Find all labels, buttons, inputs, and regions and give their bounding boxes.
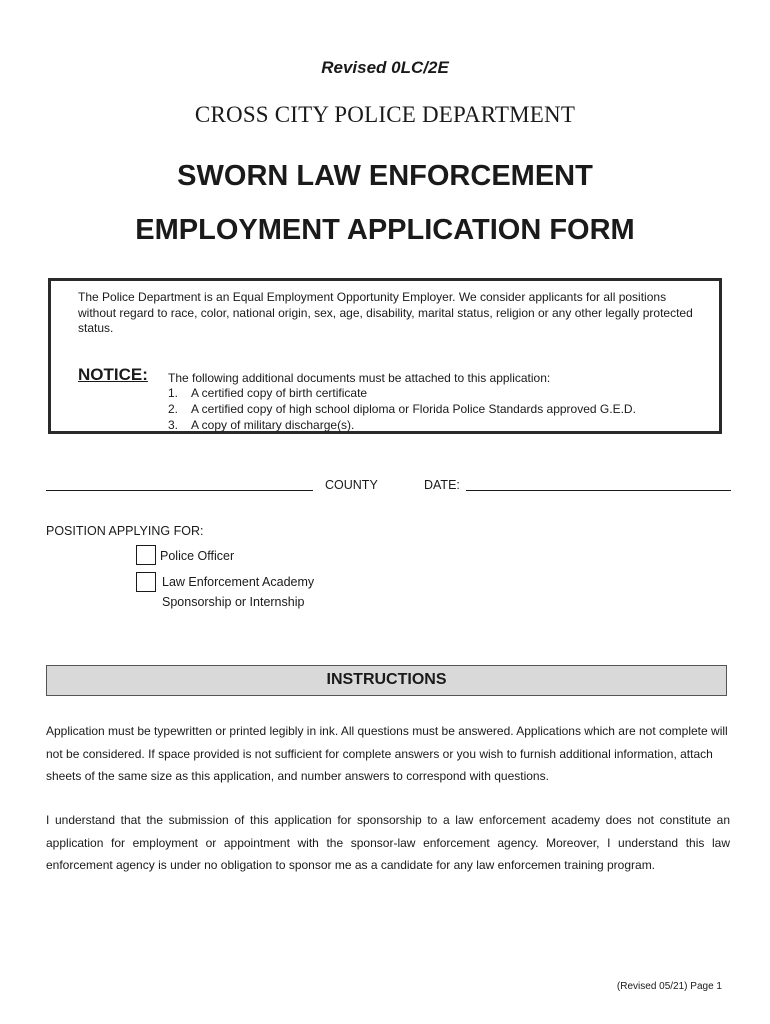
list-item xyxy=(168,417,636,433)
police-officer-checkbox[interactable] xyxy=(136,545,156,565)
list-item-text: A certified copy of birth certificate xyxy=(191,386,368,400)
academy-sponsorship-label-line-2: Sponsorship or Internship xyxy=(162,595,305,609)
list-item-number: 1. xyxy=(168,386,179,400)
date-label: DATE: xyxy=(424,478,460,492)
list-item xyxy=(168,401,636,417)
instructions-paragraph-2: I understand that the submission of this application for sponsorship to a law enforcement academy does not constitute an application for employment or appointment with the sponsor-law enforcement agency. Moreover, I understand this law enforcement agency is under no obligation to sponsor me as a candidate for any law enforcemen training program. xyxy=(46,813,730,872)
county-input-line[interactable] xyxy=(46,490,313,491)
notice-intro: The following additional documents must be attached to this application: xyxy=(168,371,551,385)
list-item-text: A copy of military discharge(s). xyxy=(191,418,355,432)
list-item-number: 2. xyxy=(168,402,179,416)
academy-sponsorship-checkbox[interactable] xyxy=(136,572,156,592)
police-officer-label: Police Officer xyxy=(160,549,235,563)
department-name: CROSS CITY POLICE DEPARTMENT xyxy=(194,102,576,127)
form-title-line-1: SWORN LAW ENFORCEMENT xyxy=(177,160,593,192)
list-item xyxy=(168,385,636,401)
academy-sponsorship-label-line-1: Law Enforcement Academy xyxy=(162,575,315,589)
list-item-text: A certified copy of high school diploma or Florida Police Standards approved G.E.D. xyxy=(191,402,636,416)
position-label: POSITION APPLYING FOR: xyxy=(46,524,204,538)
revision-date: Revised 0LC/2E xyxy=(321,58,449,77)
list-item-number: 3. xyxy=(168,418,179,432)
form-title-line-2: EMPLOYMENT APPLICATION FORM xyxy=(135,214,635,246)
required-documents-list xyxy=(168,385,636,433)
instructions-heading: INSTRUCTIONS xyxy=(46,665,727,696)
county-label: COUNTY xyxy=(325,478,378,492)
page-footer: (Revised 05/21) Page 1 xyxy=(616,981,722,992)
date-input-line[interactable] xyxy=(466,490,731,491)
instructions-paragraph-1: Application must be typewritten or printed legibly in ink. All questions must be answered. Applications which are not complete will not be considered. If space provided is not sufficient for complete answers or you wish to furnish additional information, attach sheets of the same size as this application, and number answers to correspond with questions. xyxy=(46,724,728,783)
notice-label: NOTICE: xyxy=(78,365,148,384)
eeo-statement: The Police Department is an Equal Employment Opportunity Employer. We consider applicants for all positions without regard to race, color, national origin, sex, age, disability, marital status, religion or any other legally protected status. xyxy=(78,290,693,335)
